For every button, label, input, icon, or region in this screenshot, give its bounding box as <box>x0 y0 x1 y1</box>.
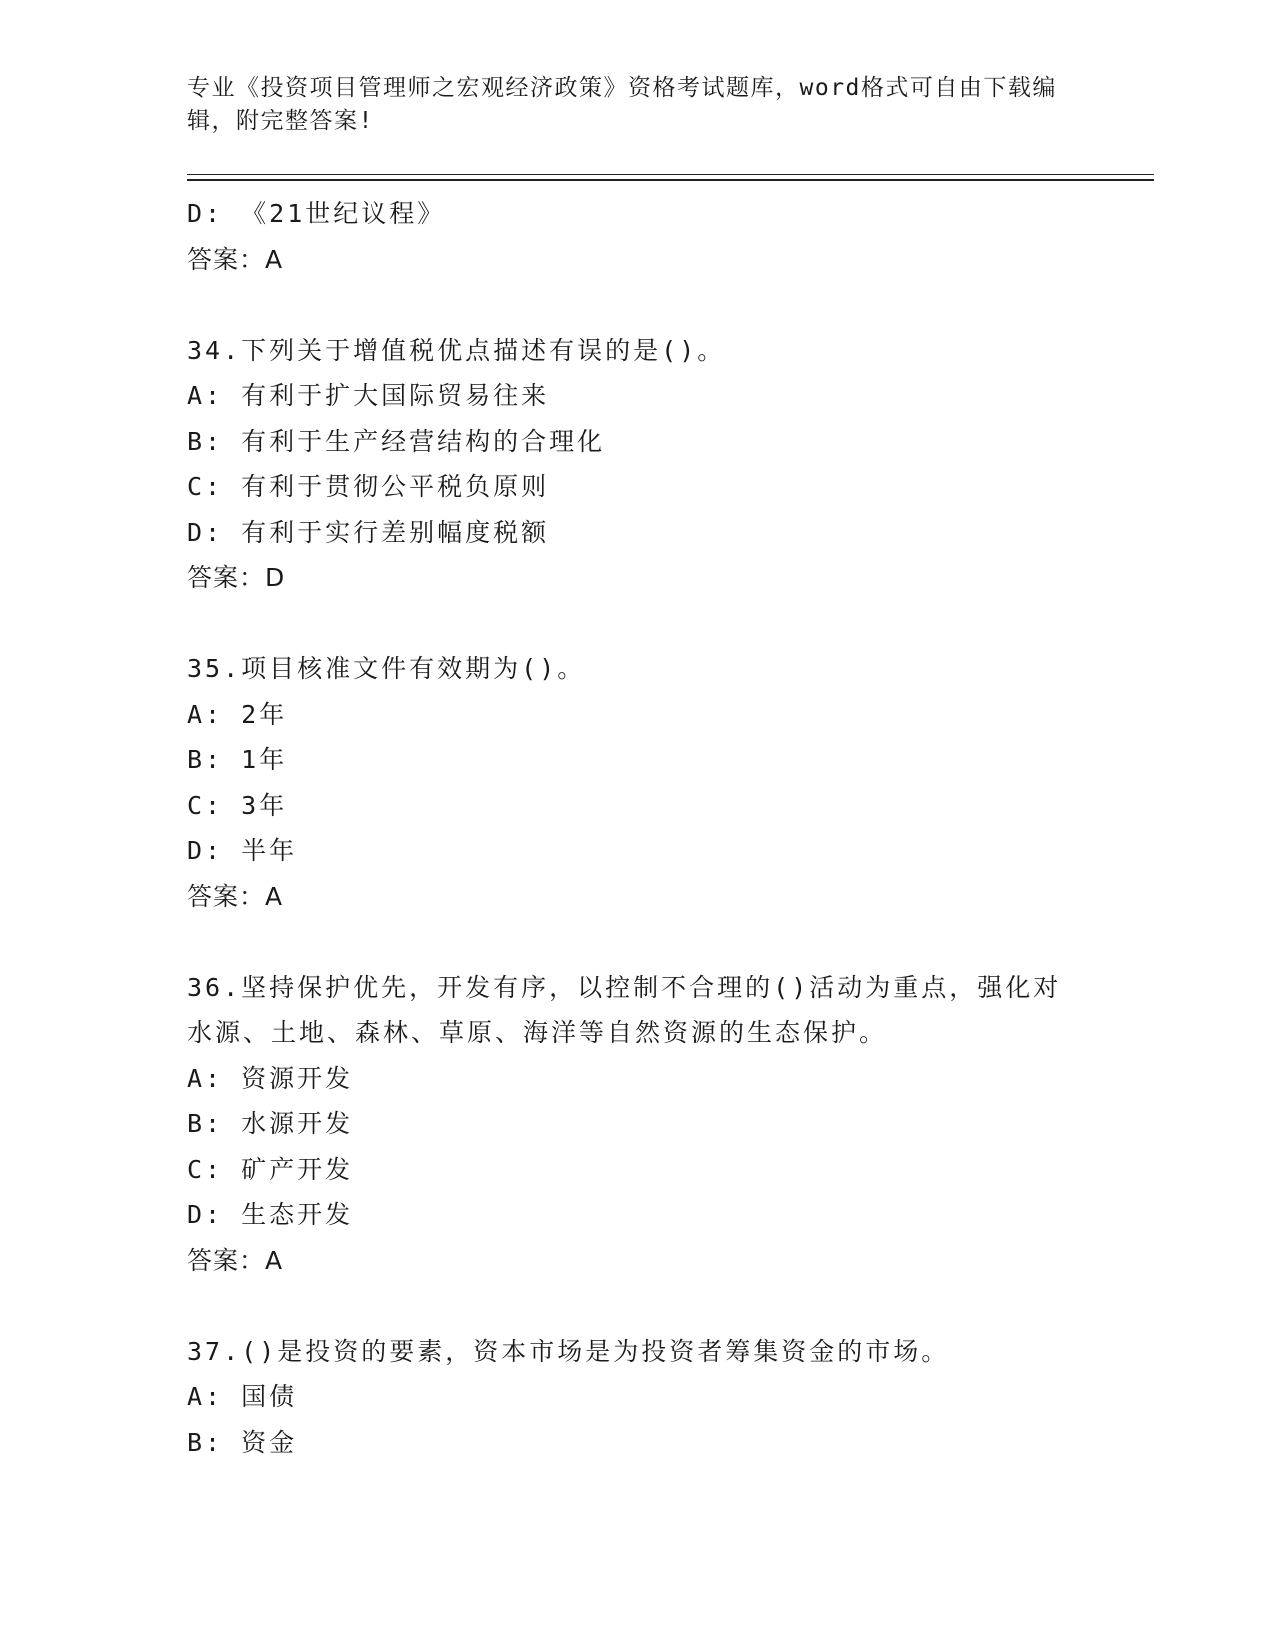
option-d: D: 半年 <box>187 836 298 865</box>
question-stem: 35.项目核准文件有效期为()。 <box>187 654 586 683</box>
option-b: B: 1年 <box>187 745 288 774</box>
question-stem: 37.()是投资的要素，资本市场是为投资者筹集资金的市场。 <box>187 1336 950 1366</box>
document-header: 专业《投资项目管理师之宏观经济政策》资格考试题库，word格式可自由下载编辑，附完整答案! <box>187 75 1057 134</box>
spacer <box>187 282 1087 328</box>
question-stem: 34.下列关于增值税优点描述有误的是()。 <box>187 335 726 365</box>
option-b: B: 有利于生产经营结构的合理化 <box>187 426 606 456</box>
option-d: D: 《21世纪议程》 <box>187 199 446 228</box>
option-b: B: 资金 <box>187 1427 298 1457</box>
question-34 <box>187 328 1087 601</box>
answer: 答案：A <box>187 1245 284 1275</box>
option-a: A: 国债 <box>187 1382 298 1411</box>
option-a: A: 资源开发 <box>187 1063 354 1093</box>
answer: 答案：D <box>187 563 286 592</box>
answer: 答案：A <box>187 881 284 911</box>
header-divider-thin <box>187 174 1154 175</box>
option-d: D: 有利于实行差别幅度税额 <box>187 517 550 547</box>
option-d: D: 生态开发 <box>187 1200 354 1229</box>
option-c: C: 3年 <box>187 790 288 820</box>
answer: 答案：A <box>187 244 284 274</box>
question-35 <box>187 646 1087 919</box>
option-a: A: 有利于扩大国际贸易往来 <box>187 381 550 410</box>
option-b: B: 水源开发 <box>187 1109 354 1138</box>
question-stem: 36.坚持保护优先，开发有序，以控制不合理的()活动为重点，强化对水源、土地、森林、草原、海洋等自然资源的生态保护。 <box>187 972 1062 1047</box>
question-37 <box>187 1329 1087 1466</box>
spacer <box>187 1283 1087 1329</box>
spacer <box>187 601 1087 647</box>
header-divider-thick <box>187 179 1154 181</box>
question-list <box>187 191 1087 1465</box>
option-c: C: 矿产开发 <box>187 1154 354 1184</box>
spacer <box>187 919 1087 965</box>
question-36 <box>187 965 1087 1284</box>
option-c: C: 有利于贯彻公平税负原则 <box>187 472 550 501</box>
option-a: A: 2年 <box>187 699 288 729</box>
